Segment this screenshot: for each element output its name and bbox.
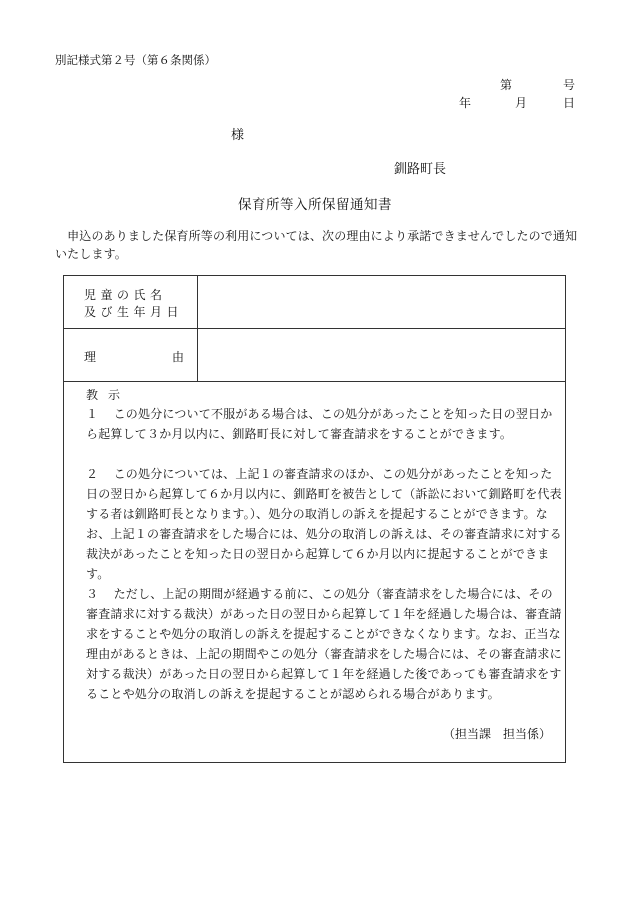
instruction-number: ２ bbox=[86, 467, 99, 481]
instruction-text: ただし、上記の期間が経過する前に、この処分（審査請求をした場合には、その審査請求に対する裁決）があった日の翌日から起算して１年を経過した場合は、審査請求をすることや処分の取消しの訴えを提起することができなくなります。なお、正当な理由があるときは、上記の期間やこの処分（審査請求をした場合には、その審査請求に対する裁決）があった日の翌日から起算して１年を経過した後であっても審査請求をすることや処分の取消しの訴えを提起することが認められる場合があります。 bbox=[86, 587, 562, 701]
date-year: 年 bbox=[459, 96, 472, 110]
instruction-number: ３ bbox=[86, 587, 99, 601]
instruction-text: この処分については、上記１の審査請求のほか、この処分があったことを知った日の翌日から起算して６か月以内に、釧路町を被告として（訴訟において釧路町を代表する者は釧路町長となります。）、処分の取消しの訴えを提起することができます。なお、上記１の審査請求をした場合には、処分の取消しの訴えは、その審査請求に対する裁決があったことを知った日の翌日から起算して６か月以内に提起することができます。 bbox=[86, 467, 562, 581]
instruction-item bbox=[86, 404, 564, 444]
contact-department: （担当課 担当係） bbox=[442, 727, 551, 741]
notice-table bbox=[63, 275, 566, 763]
document-title: 保育所等入所保留通知書 bbox=[238, 197, 392, 213]
instruction-text: この処分について不服がある場合は、この処分があったことを知った日の翌日から起算して３か月以内に、釧路町長に対して審査請求をすることができます。 bbox=[86, 407, 553, 441]
instruction-number: １ bbox=[86, 407, 99, 421]
child-label-line1: 児童の氏名 bbox=[84, 288, 167, 302]
date-month: 月 bbox=[515, 96, 528, 110]
reason-value-cell bbox=[198, 329, 565, 381]
document-number-prefix: 第 bbox=[500, 78, 513, 92]
intro-paragraph: 申込のありました保育所等の利用については、次の理由により承諾できませんでしたので通知いたします。 bbox=[55, 229, 578, 261]
form-label: 別記様式第２号（第６条関係） bbox=[55, 53, 216, 67]
date-day: 日 bbox=[563, 96, 576, 110]
child-value-cell bbox=[198, 276, 565, 328]
reason-label-part1: 理 bbox=[84, 350, 97, 364]
instruction-item bbox=[86, 464, 564, 584]
child-label-line2: 及び生年月日 bbox=[84, 305, 184, 319]
reason-row bbox=[64, 329, 565, 382]
document-number-suffix: 号 bbox=[563, 78, 576, 92]
addressee-suffix: 様 bbox=[231, 128, 245, 143]
issuer-name: 釧路町長 bbox=[394, 162, 447, 177]
reason-label-cell bbox=[64, 329, 198, 381]
reason-label-part2: 由 bbox=[172, 350, 185, 364]
child-row bbox=[64, 276, 565, 329]
instructions-heading: 教示 bbox=[86, 388, 131, 402]
instruction-item bbox=[86, 584, 564, 704]
child-label-cell bbox=[64, 276, 198, 328]
